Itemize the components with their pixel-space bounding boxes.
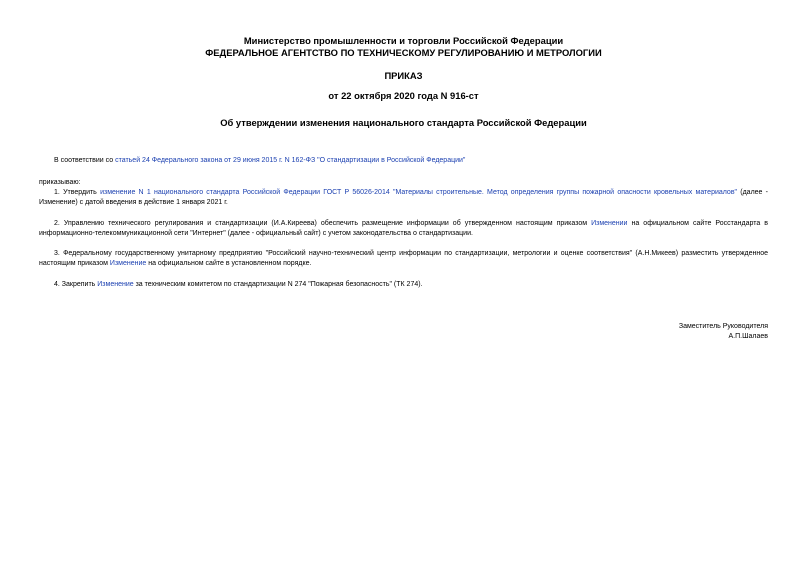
item-4-change-link[interactable]: Изменение	[97, 281, 134, 288]
item-1	[39, 188, 768, 208]
ministry-heading: Министерство промышленности и торговли Российской Федерации	[243, 35, 564, 46]
item-3-pre: 3. Федеральному государственному унитарному предприятию "Российский научно-технический центр информации по стандартизации, метрологии и оценке соответствия" (А.Н.Микеев) разместить утвержденное настоящим приказом	[39, 250, 768, 267]
item-3	[39, 249, 768, 269]
item-1-pre: 1. Утвердить	[54, 189, 101, 196]
doc-title: Об утверждении изменения национального стандарта Российской Федерации	[220, 117, 587, 128]
law-link[interactable]: статьей 24 Федерального закона от 29 июня 2015 г. N 162-ФЗ "О стандартизации в Российской Федерации"	[115, 157, 466, 164]
item-1-post: (далее - Изменение) с датой введения в действие 1 января 2021 г.	[39, 189, 769, 206]
standard-change-link[interactable]: изменение N 1 национального стандарта Российской Федерации ГОСТ Р 56026-2014 "Материалы строительные. Метод определения группы пожарной опасности кровельных материалов"	[100, 189, 738, 196]
item-3-post: на официальном сайте в установленном порядке.	[146, 260, 312, 267]
item-2-change-link[interactable]: Изменении	[591, 220, 628, 227]
item-4-pre: 4. Закрепить	[54, 281, 98, 288]
item-2-post: на официальном сайте Росстандарта в информационно-телекоммуникационной сети "Интернет" (далее - официальный сайт) с учетом законодательства о стандартизации.	[39, 220, 768, 237]
preamble	[39, 156, 768, 166]
signature-block	[679, 322, 768, 342]
order-word: приказываю:	[39, 179, 81, 186]
signature-position: Заместитель Руководителя	[678, 323, 768, 330]
item-2-pre: 2. Управлению технического регулирования и стандартизации (И.А.Киреева) обеспечить размещение информации об утвержденном настоящим приказом	[54, 220, 592, 227]
item-4-post: за техническим комитетом по стандартизации N 274 "Пожарная безопасность" (ТК 274).	[133, 281, 423, 288]
agency-heading: ФЕДЕРАЛЬНОЕ АГЕНТСТВО ПО ТЕХНИЧЕСКОМУ РЕГУЛИРОВАНИЮ И МЕТРОЛОГИИ	[205, 47, 602, 58]
signature-name: А.П.Шалаев	[728, 333, 768, 340]
item-3-change-link[interactable]: Изменение	[109, 260, 147, 267]
doc-date-number: от 22 октября 2020 года N 916-ст	[328, 90, 479, 101]
preamble-text: В соответствии со	[54, 157, 116, 164]
doc-type: ПРИКАЗ	[384, 70, 423, 81]
item-4	[39, 280, 768, 290]
item-2	[39, 219, 768, 239]
